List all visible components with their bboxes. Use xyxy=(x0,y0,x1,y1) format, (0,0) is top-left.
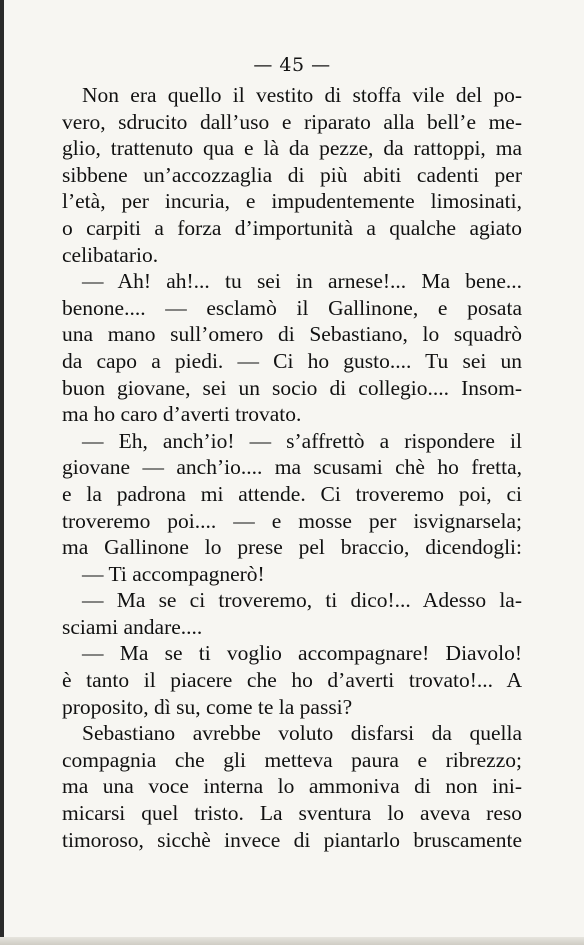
text-line: una mano sull’omero di Sebastiano, lo squadrò xyxy=(62,322,522,347)
text-line: — Ti accompagnerò! xyxy=(82,561,265,586)
text-line: l’età, per incuria, e impudentemente limosinati, xyxy=(62,189,522,214)
text-line: buon giovane, sei un socio di collegio.... Insom- xyxy=(62,375,522,400)
text-line: Sebastiano avrebbe voluto disfarsi da quella xyxy=(82,721,522,746)
text-line: Non era quello il vestito di stoffa vile del po- xyxy=(82,83,522,107)
text-line: proposito, dì su, come te la passi? xyxy=(62,694,353,719)
body-text xyxy=(62,82,522,853)
text-line: ma una voce interna lo ammoniva di non ini- xyxy=(62,774,522,799)
text-line: sibbene un’accozzaglia di più abiti cadenti per xyxy=(62,162,522,187)
page-left-edge xyxy=(0,0,4,945)
page-number: — 45 — xyxy=(253,54,331,76)
text-line: compagnia che gli metteva paura e ribrezzo; xyxy=(62,747,522,772)
text-line: ma Gallinone lo prese pel braccio, dicendogli: xyxy=(62,535,522,560)
text-line: ma ho caro d’averti trovato. xyxy=(62,402,302,427)
text-line: è tanto il piacere che ho d’averti trovato!... A xyxy=(62,668,522,693)
text-line: da capo a piedi. — Ci ho gusto.... Tu sei un xyxy=(62,348,522,373)
text-line: troveremo poi.... — e mosse per isvignarsela; xyxy=(62,508,522,533)
text-line: celibatario. xyxy=(62,242,159,267)
text-line: vero, sdrucito dall’uso e riparato alla bell’e me- xyxy=(62,109,522,134)
text-line: sciami andare.... xyxy=(62,614,203,639)
text-line: o carpiti a forza d’importunità a qualche agiato xyxy=(62,215,522,240)
text-line: — Eh, anch’io! — s’affrettò a rispondere il xyxy=(82,428,522,453)
text-line: benone.... — esclamò il Gallinone, e posata xyxy=(62,295,522,320)
text-line: e la padrona mi attende. Ci troveremo poi, ci xyxy=(62,481,522,506)
text-line: glio, trattenuto qua e là da pezze, da rattoppi, ma xyxy=(62,136,522,161)
text-line: giovane — anch’io.... ma scusami chè ho fretta, xyxy=(62,455,522,480)
text-line: — Ma se ci troveremo, ti dico!... Adesso la- xyxy=(82,588,522,613)
text-line: micarsi quel tristo. La sventura lo aveva reso xyxy=(62,801,522,826)
text-line: timoroso, sicchè invece di piantarlo bruscamente xyxy=(62,827,522,852)
text-line: — Ma se ti voglio accompagnare! Diavolo! xyxy=(82,641,522,666)
page-bottom-edge xyxy=(0,937,584,945)
text-line: — Ah! ah!... tu sei in arnese!... Ma bene... xyxy=(82,269,522,294)
